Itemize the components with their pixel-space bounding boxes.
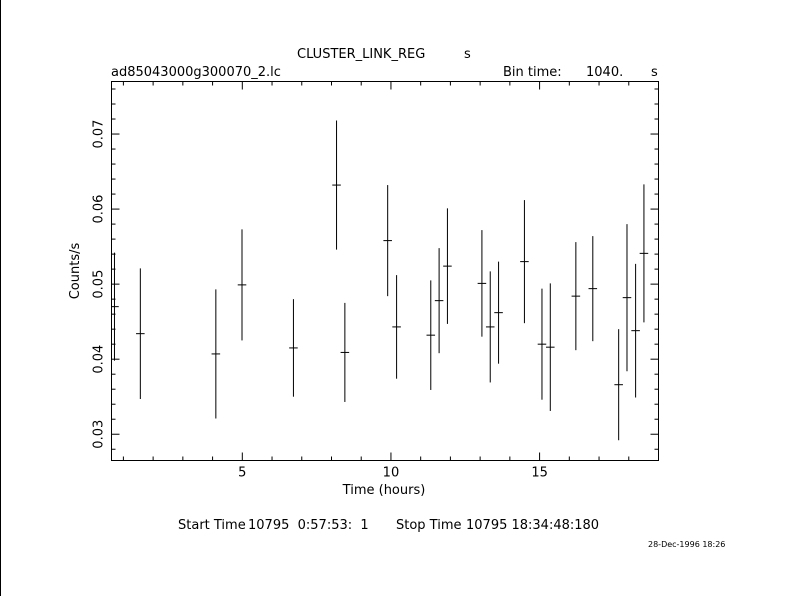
- data-point: [478, 230, 487, 337]
- data-point: [631, 264, 640, 398]
- stop-time-label: Stop Time: [396, 518, 462, 533]
- x-tick-label: 10: [382, 465, 400, 481]
- data-point: [546, 283, 555, 411]
- data-points: [112, 121, 649, 441]
- axis-ticks: [92, 82, 659, 481]
- plot-frame: [112, 82, 659, 461]
- bin-time-unit: s: [651, 65, 658, 80]
- data-point: [486, 271, 495, 382]
- data-point: [443, 208, 452, 324]
- data-point: [427, 280, 436, 390]
- data-point: [341, 303, 350, 402]
- data-point: [435, 248, 444, 353]
- y-tick-label: 0.05: [91, 269, 107, 299]
- date-stamp: 28-Dec-1996 18:26: [648, 540, 726, 549]
- data-point: [614, 329, 623, 440]
- object-name: CLUSTER_LINK_REG: [297, 47, 426, 62]
- data-point: [383, 185, 392, 296]
- data-point: [589, 236, 598, 341]
- y-tick-label: 0.06: [91, 194, 107, 224]
- data-point: [212, 289, 221, 418]
- y-axis-label: Counts/s: [68, 242, 83, 300]
- data-point: [289, 299, 298, 397]
- y-tick-label: 0.04: [91, 344, 107, 374]
- data-point: [332, 121, 341, 250]
- data-point: [623, 224, 632, 371]
- object-suffix: s: [464, 47, 471, 62]
- bin-time-label: Bin time:: [503, 65, 562, 80]
- data-point: [392, 275, 401, 379]
- start-time-label: Start Time: [178, 518, 246, 533]
- data-point: [640, 184, 649, 322]
- data-point: [136, 268, 145, 399]
- data-point: [238, 229, 247, 340]
- filename: ad85043000g300070_2.lc: [111, 65, 281, 80]
- x-axis-label: Time (hours): [342, 483, 426, 498]
- bin-time-value: 1040.: [586, 65, 624, 80]
- x-tick-label: 15: [531, 465, 548, 481]
- x-tick-label: 5: [238, 465, 247, 481]
- y-tick-label: 0.03: [91, 419, 107, 449]
- stop-time-value: 10795 18:34:48:180: [466, 518, 600, 533]
- data-point: [520, 200, 529, 323]
- start-time-value: 10795 0:57:53: 1: [248, 518, 369, 533]
- y-tick-label: 0.07: [91, 119, 107, 149]
- data-point: [494, 262, 503, 364]
- data-point: [572, 242, 581, 350]
- data-point: [538, 289, 547, 400]
